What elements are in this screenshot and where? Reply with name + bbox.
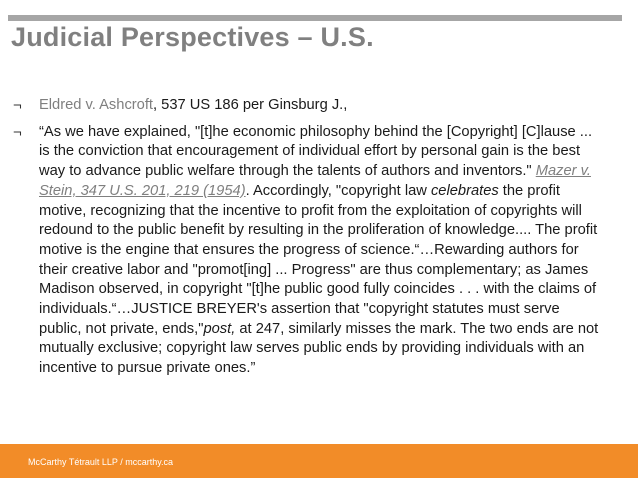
bullet-item-eldred bbox=[13, 96, 605, 116]
quote-emphasis: celebrates bbox=[430, 182, 499, 199]
quote-text: “As we have explained, "[t]he economic philosophy behind the [Copyright] [C]lause ... is the conviction that encouragement of individual effort by personal gain is the best way to advance public welfare through the talents of authors and inventors." bbox=[39, 123, 593, 180]
quote-text: at 247, similarly misses the mark. The two ends are not mutually exclusive; copyright law serves public ends by providing individuals with an incentive to pursue private ones.” bbox=[39, 320, 599, 377]
bullet-icon: ¬ bbox=[13, 123, 22, 141]
quote-emphasis: post, bbox=[203, 320, 236, 337]
quote-text: . Accordingly, "copyright law bbox=[245, 182, 431, 199]
citation-link-mazer[interactable]: Mazer v. Stein, 347 U.S. 201, 219 (1954) bbox=[39, 163, 591, 199]
slide-title: Judicial Perspectives – U.S. bbox=[11, 22, 374, 52]
bullet-list bbox=[13, 96, 605, 379]
quote-text: the profit motive, recognizing that the incentive to profit from the exploitation of copyrights will redound to the public benefit by resulting in the proliferation of knowledge.... The profit motive is the engine that ensures the progress of science.“…Rewarding authors for their creative labor and "promot[ing] ... Progress" are thus complementary; as James Madison observed, in copyright "[t]he public good fully coincides . . . with the claims of individuals.“…JUSTICE BREYER's assertion that "copyright statutes must serve public, not private, ends," bbox=[39, 182, 598, 337]
footer-text: McCarthy Tétrault LLP / mccarthy.ca bbox=[28, 457, 174, 467]
bullet-icon: ¬ bbox=[13, 97, 22, 114]
top-rule bbox=[8, 15, 622, 21]
bullet-text: , 537 US 186 per Ginsburg J., bbox=[153, 97, 348, 113]
footer-bar bbox=[0, 444, 638, 478]
case-link-eldred[interactable]: Eldred v. Ashcroft bbox=[39, 97, 154, 113]
bullet-item-quote bbox=[13, 123, 605, 379]
